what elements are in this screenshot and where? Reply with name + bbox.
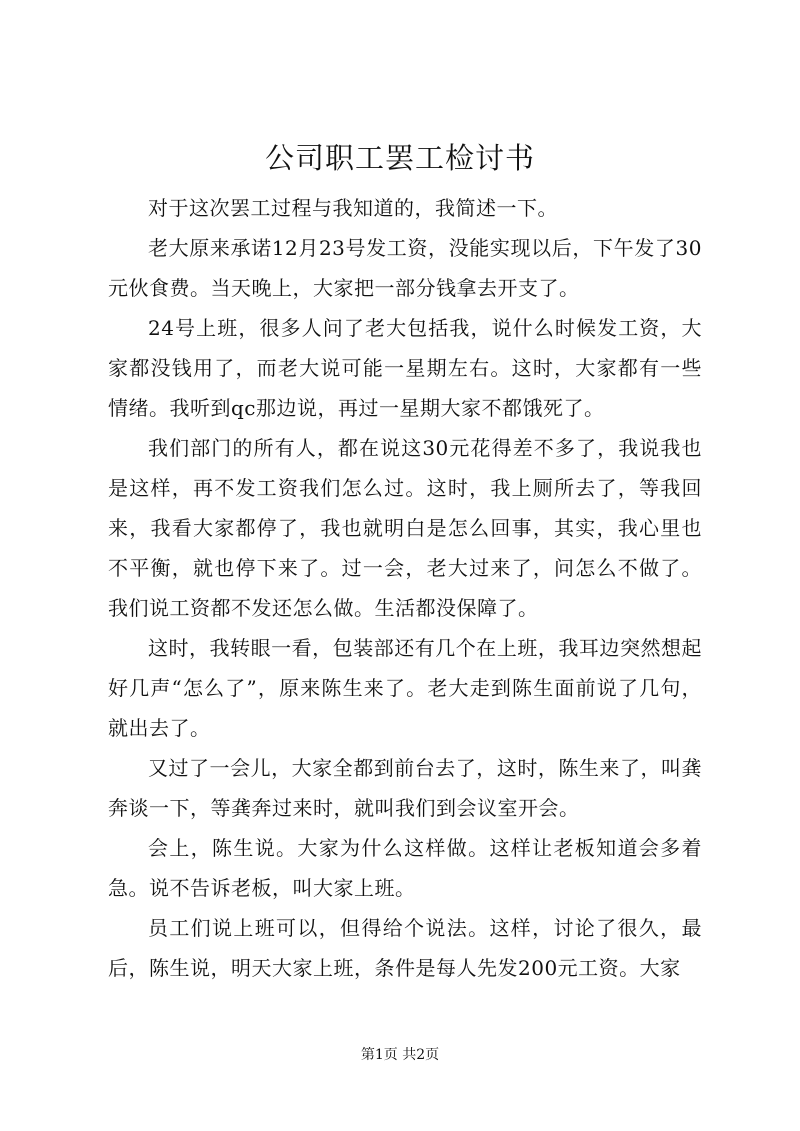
paragraph: 会上，陈生说。大家为什么这样做。这样让老板知道会多着急。说不告诉老板，叫大家上班。 xyxy=(108,836,702,900)
paragraph: 这时，我转眼一看，包装部还有几个在上班，我耳边突然想起好几声“怎么了”，原来陈生来了。老大走到陈生面前说了几句，就出去了。 xyxy=(108,636,702,740)
document-title: 公司职工罢工检讨书 xyxy=(264,141,535,175)
paragraph: 老大原来承诺12月23号发工资，没能实现以后，下午发了30元伙食费。当天晚上，大家把一部分钱拿去开支了。 xyxy=(108,236,702,300)
page-footer: 第1页 共2页 xyxy=(360,1047,440,1063)
document-body xyxy=(108,188,702,988)
paragraph: 对于这次罢工过程与我知道的，我简述一下。 xyxy=(148,196,558,220)
paragraph: 24号上班，很多人问了老大包括我，说什么时候发工资，大家都没钱用了，而老大说可能一星期左右。这时，大家都有一些情绪。我听到qc那边说，再过一星期大家不都饿死了。 xyxy=(108,316,702,420)
paragraph: 又过了一会儿，大家全都到前台去了，这时，陈生来了，叫龚奔谈一下，等龚奔过来时，就叫我们到会议室开会。 xyxy=(108,756,702,820)
paragraph: 员工们说上班可以，但得给个说法。这样，讨论了很久，最后，陈生说，明天大家上班，条件是每人先发200元工资。大家 xyxy=(108,916,702,980)
paragraph: 我们部门的所有人，都在说这30元花得差不多了，我说我也是这样，再不发工资我们怎么过。这时，我上厕所去了，等我回来，我看大家都停了，我也就明白是怎么回事，其实，我心里也不平衡，就也停下来了。过一会，老大过来了，问怎么不做了。我们说工资都不发还怎么做。生活都没保障了。 xyxy=(108,436,702,620)
